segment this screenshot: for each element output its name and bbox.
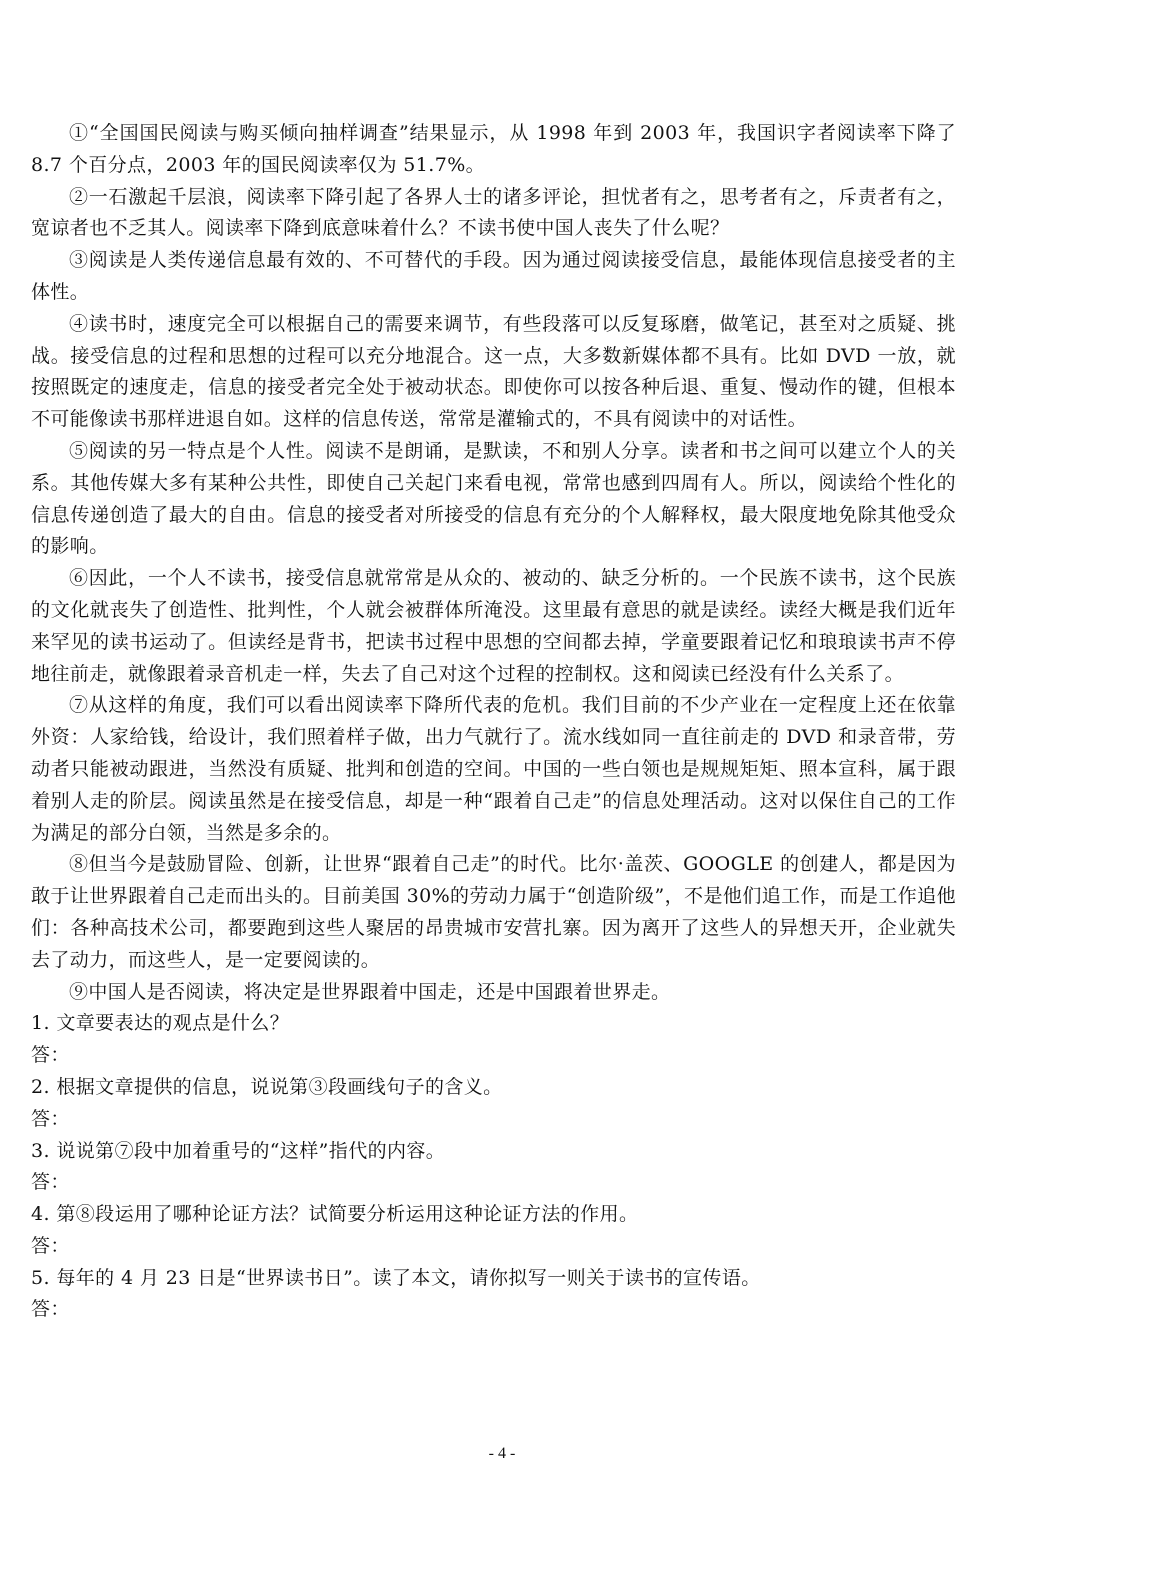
- document-body: [31, 118, 956, 1326]
- paragraph-7: ⑦从这样的角度，我们可以看出阅读率下降所代表的危机。我们目前的不少产业在一定程度上还在依靠外资：人家给钱，给设计，我们照着样子做，出力气就行了。流水线如同一直往前走的 DVD 和录音带，劳动者只能被动跟进，当然没有质疑、批判和创造的空间。中国的一些白领也是规规矩矩、照本宣科，属于跟着别人走的阶层。阅读虽然是在接受信息，却是一种“跟着自己走”的信息处理活动。这对以保住自己的工作为满足的部分白领，当然是多余的。: [31, 694, 956, 844]
- paragraph-9: ⑨中国人是否阅读，将决定是世界跟着中国走，还是中国跟着世界走。: [69, 980, 671, 1003]
- page-number: - 4 -: [488, 1445, 516, 1462]
- answer-label-4: 答：: [31, 1234, 70, 1257]
- question-1: 1. 文章要表达的观点是什么？: [31, 1012, 290, 1035]
- question-3: 3. 说说第⑦段中加着重号的“这样”指代的内容。: [31, 1139, 446, 1162]
- paragraph-5: ⑤阅读的另一特点是个人性。阅读不是朗诵，是默读，不和别人分享。读者和书之间可以建立个人的关系。其他传媒大多有某种公共性，即使自己关起门来看电视，常常也感到四周有人。所以，阅读给个性化的信息传递创造了最大的自由。信息的接受者对所接受的信息有充分的个人解释权，最大限度地免除其他受众的影响。: [31, 439, 956, 558]
- paragraph-2: ②一石激起千层浪，阅读率下降引起了各界人士的诸多评论，担忧者有之，思考者有之，斥责者有之，宽谅者也不乏其人。阅读率下降到底意味着什么？不读书使中国人丧失了什么呢？: [31, 185, 956, 240]
- paragraph-6: ⑥因此，一个人不读书，接受信息就常常是从众的、被动的、缺乏分析的。一个民族不读书，这个民族的文化就丧失了创造性、批判性，个人就会被群体所淹没。这里最有意思的就是读经。读经大概是我们近年来罕见的读书运动了。但读经是背书，把读书过程中思想的空间都去掉，学童要跟着记忆和琅琅读书声不停地往前走，就像跟着录音机走一样，失去了自己对这个过程的控制权。这和阅读已经没有什么关系了。: [31, 567, 956, 685]
- answer-label-1: 答：: [31, 1044, 70, 1067]
- question-4: 4. 第⑧段运用了哪种论证方法？试简要分析运用这种论证方法的作用。: [31, 1203, 639, 1226]
- paragraph-3: ③阅读是人类传递信息最有效的、不可替代的手段。因为通过阅读接受信息，最能体现信息接受者的主体性。: [31, 249, 956, 303]
- paragraph-1: ①“全国国民阅读与购买倾向抽样调查”结果显示，从 1998 年到 2003 年，我国识字者阅读率下降了 8.7 个百分点，2003 年的国民阅读率仅为 51.7%。: [31, 122, 956, 176]
- question-list: [31, 1008, 956, 1326]
- question-2: 2. 根据文章提供的信息，说说第③段画线句子的含义。: [31, 1075, 503, 1098]
- paragraph-4: ④读书时，速度完全可以根据自己的需要来调节，有些段落可以反复琢磨，做笔记，甚至对之质疑、挑战。接受信息的过程和思想的过程可以充分地混合。这一点，大多数新媒体都不具有。比如 DVD 一放，就按照既定的速度走，信息的接受者完全处于被动状态。即使你可以按各种后退、重复、慢动作的键，但根本不可能像读书那样进退自如。这样的信息传送，常常是灌输式的，不具有阅读中的对话性。: [31, 312, 956, 431]
- question-5: 5. 每年的 4 月 23 日是“世界读书日”。读了本文，请你拟写一则关于读书的宣传语。: [31, 1266, 761, 1289]
- answer-label-3: 答：: [31, 1171, 70, 1194]
- paragraph-8: ⑧但当今是鼓励冒险、创新，让世界“跟着自己走”的时代。比尔·盖茨、GOOGLE 的创建人，都是因为敢于让世界跟着自己走而出头的。目前美国 30%的劳动力属于“创造阶级”，不是他们追工作，而是工作追他们：各种高技术公司，都要跑到这些人聚居的昂贵城市安营扎寨。因为离开了这些人的异想天开，企业就失去了动力，而这些人，是一定要阅读的。: [31, 853, 956, 971]
- answer-label-2: 答：: [31, 1107, 70, 1130]
- answer-label-5: 答：: [31, 1298, 70, 1321]
